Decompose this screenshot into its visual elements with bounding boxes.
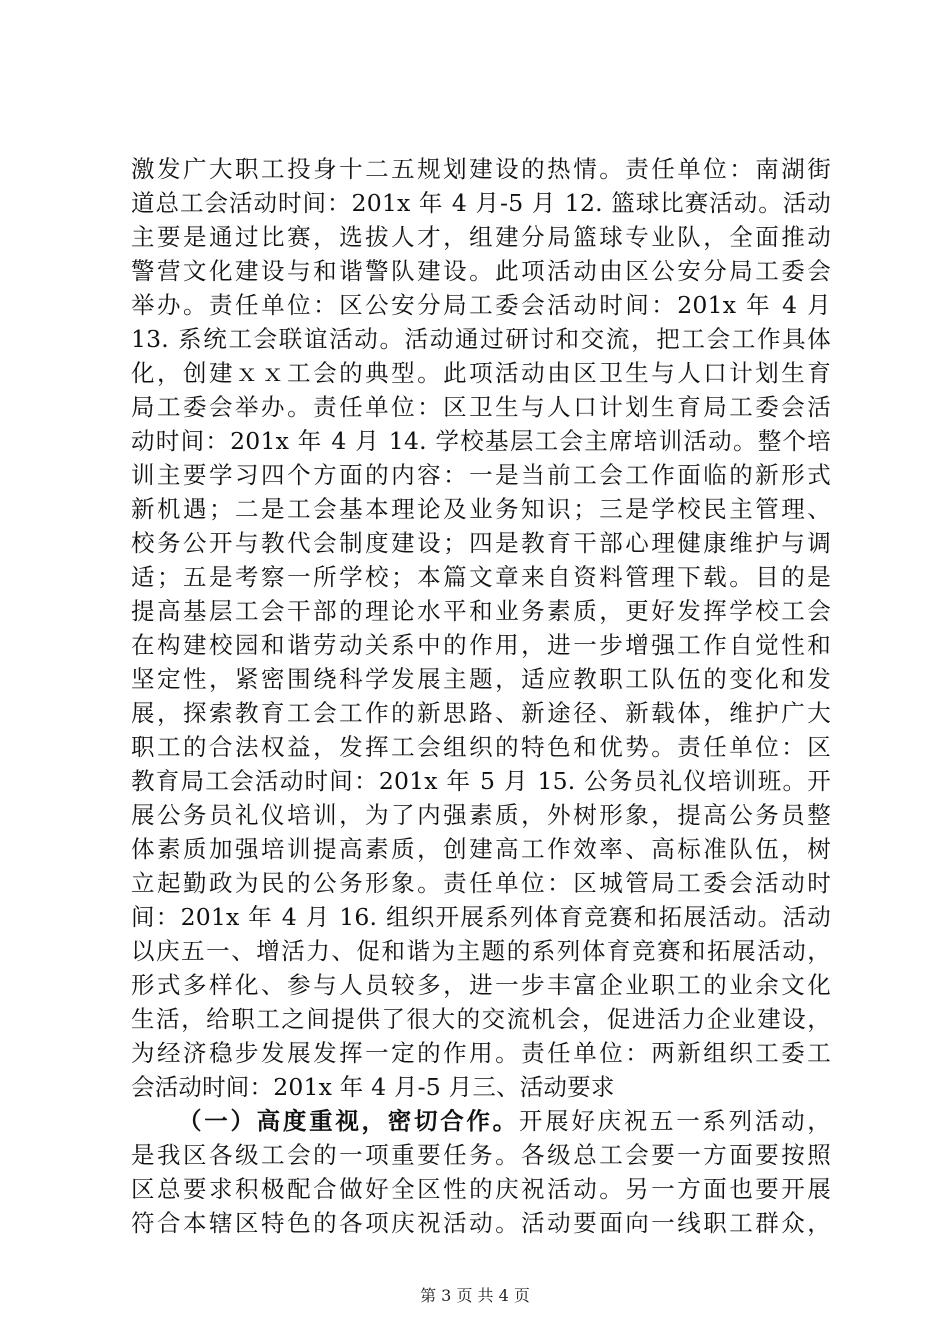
paragraph-line: 间：201x 年 4 月 16. 组织开展系列体育竞赛和拓展活动。活动 [131,903,831,931]
paragraph-line: 坚定性，紧密围绕科学发展主题，适应教职工队伍的变化和发 [131,665,831,693]
paragraph-line: 道总工会活动时间：201x 年 4 月-5 月 12. 篮球比赛活动。活动 [131,189,831,217]
paragraph-line: 是我区各级工会的一项重要任务。各级总工会要一方面要按照 [131,1141,831,1169]
page-footer [0,1283,950,1306]
paragraph-line: 提高基层工会干部的理论水平和业务素质，更好发挥学校工会 [131,597,831,625]
document-body [131,152,831,1240]
paragraph-line: 符合本辖区特色的各项庆祝活动。活动要面向一线职工群众， [131,1209,831,1237]
paragraph-line: 以庆五一、增活力、促和谐为主题的系列体育竞赛和拓展活动， [131,937,831,965]
paragraph-line: 训主要学习四个方面的内容：一是当前工会工作面临的新形式 [131,461,831,489]
paragraph-line: 展公务员礼仪培训，为了内强素质，外树形象，提高公务员整 [131,801,831,829]
paragraph-line: 职工的合法权益，发挥工会组织的特色和优势。责任单位：区 [131,733,831,761]
paragraph-line: 形式多样化、参与人员较多，进一步丰富企业职工的业余文化 [131,971,831,999]
section-first-line-text: 开展好庆祝五一系列活动， [518,1107,831,1135]
section-heading: （一）高度重视，密切合作。 [178,1107,519,1135]
page-number: 第 3 页 共 4 页 [420,1286,530,1305]
paragraph-line: 警营文化建设与和谐警队建设。此项活动由区公安分局工委会 [131,257,831,285]
paragraph-line: 13. 系统工会联谊活动。活动通过研讨和交流，把工会工作具体 [131,325,831,353]
paragraph-line: 化，创建ｘｘ工会的典型。此项活动由区卫生与人口计划生育 [131,359,831,387]
paragraph-line: 动时间：201x 年 4 月 14. 学校基层工会主席培训活动。整个培 [131,427,831,455]
paragraph-line: 校务公开与教代会制度建设；四是教育干部心理健康维护与调 [131,529,831,557]
paragraph-line: 展，探索教育工会工作的新思路、新途径、新载体，维护广大 [131,699,831,727]
paragraph-line: 为经济稳步发展发挥一定的作用。责任单位：两新组织工委工 [131,1039,831,1067]
paragraph-line: 区总要求积极配合做好全区性的庆祝活动。另一方面也要开展 [131,1175,831,1203]
paragraph-line: 主要是通过比赛，选拔人才，组建分局篮球专业队，全面推动 [131,223,831,251]
section-first-line [131,1104,831,1138]
paragraph-line: 激发广大职工投身十二五规划建设的热情。责任单位：南湖街 [131,155,831,183]
paragraph-line: 适；五是考察一所学校；本篇文章来自资料管理下载。目的是 [131,563,831,591]
paragraph-line: 教育局工会活动时间：201x 年 5 月 15. 公务员礼仪培训班。开 [131,767,831,795]
paragraph-line: 生活，给职工之间提供了很大的交流机会，促进活力企业建设， [131,1005,831,1033]
paragraph-line: 新机遇；二是工会基本理论及业务知识；三是学校民主管理、 [131,495,831,523]
paragraph-line: 局工委会举办。责任单位：区卫生与人口计划生育局工委会活 [131,393,831,421]
paragraph-line: 体素质加强培训提高素质，创建高工作效率、高标准队伍，树 [131,835,831,863]
paragraph-line: 立起勤政为民的公务形象。责任单位：区城管局工委会活动时 [131,869,831,897]
paragraph-line: 举办。责任单位：区公安分局工委会活动时间：201x 年 4 月 [131,291,831,319]
paragraph-line: 在构建校园和谐劳动关系中的作用，进一步增强工作自觉性和 [131,631,831,659]
paragraph-line: 会活动时间：201x 年 4 月-5 月三、活动要求 [131,1073,615,1101]
